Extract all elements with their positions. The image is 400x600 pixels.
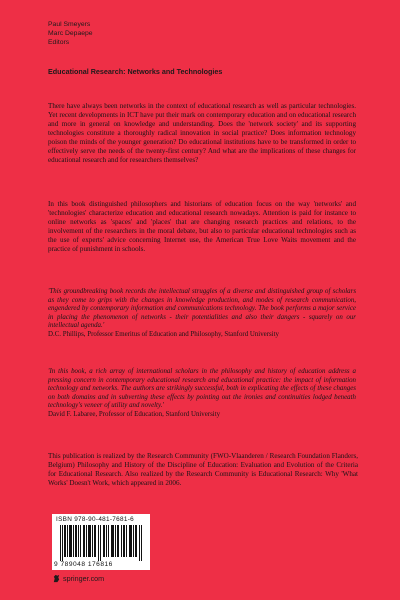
barcode	[52, 514, 150, 570]
editors-role: Editors	[48, 39, 70, 46]
ean-digits: 9 789048 176816	[54, 561, 113, 568]
description-paragraph: In this book distinguished philosophers and historians of education focus on the way 'networks' and 'technologies' characterize education and educational research nowadays. Attention is paid for instance to online networks as 'spaces' and 'places' that are changing research practices and relations, to the involvement of the researchers in the moral debate, but also to particular educational technologies such as the use of experts' advice concerning Internet use, the American True Love Waits movement and the practice of punishment in schools.	[48, 200, 356, 253]
editor-name: Paul Smeyers	[48, 21, 91, 28]
barcode-bars-icon	[60, 525, 144, 561]
publisher	[52, 574, 104, 583]
quote-attribution: D.C. Phillips, Professor Emeritus of Education and Philosophy, Stanford University	[48, 330, 279, 338]
springer-horse-icon	[52, 574, 61, 583]
editor-name: Marc Depaepe	[48, 30, 93, 37]
publisher-name: springer.com	[63, 574, 105, 583]
quote-text: 'This groundbreaking book records the intellectual struggles of a diverse and distinguished group of scholars as they come to grips with the changes in knowledge production, and modes of research communication, engendered by contemporary information and communications technology. The book performs a major service in placing the phenomenon of networks - their potentialities and also their dangers - squarely on our intellectual agenda.'	[48, 288, 356, 330]
funding-note: This publication is realized by the Research Community (FWO-Vlaanderen / Research Foundation Flanders, Belgium) Philosophy and History of the Discipline of Education: Evaluation and Evolution of the Criteria for Educational Research. Also realized by the Research Community is Educational Research: Why 'What Works' Doesn't Work, which appeared in 2006.	[48, 452, 358, 487]
quote-attribution: David F. Labaree, Professor of Education, Stanford University	[48, 410, 221, 418]
endorsement-quote	[48, 368, 356, 420]
book-title: Educational Research: Networks and Technologies	[48, 67, 223, 76]
isbn-label: ISBN 978-90-481-7681-6	[56, 516, 135, 523]
description-paragraph: There have always been networks in the context of educational research as well as particular technologies. Yet recent developments in ICT have put their mark on contemporary education and on educational research and more in general on knowledge and understanding. Does the 'network society' and its supporting technologies constitute a thoroughly radical innovation in social practice? Does information technology poison the minds of the younger generation? Do educational institutions have to be transformed in order to effectively serve the needs of the twenty-first century? And what are the implications of these changes for educational research and for researchers themselves?	[48, 102, 356, 164]
editors-block	[48, 20, 93, 47]
quote-text: 'In this book, a rich array of international scholars in the philosophy and history of education address a pressing concern in contemporary educational research and educational practice: the impact of information technology and networks. The authors are strikingly successful, both in explicating the effects of these changes on both domains and in subverting these effects by pointing out the ironies and continuities lodged beneath technology's veneer of utility and novelty.'	[48, 368, 356, 410]
endorsement-quote	[48, 288, 356, 340]
